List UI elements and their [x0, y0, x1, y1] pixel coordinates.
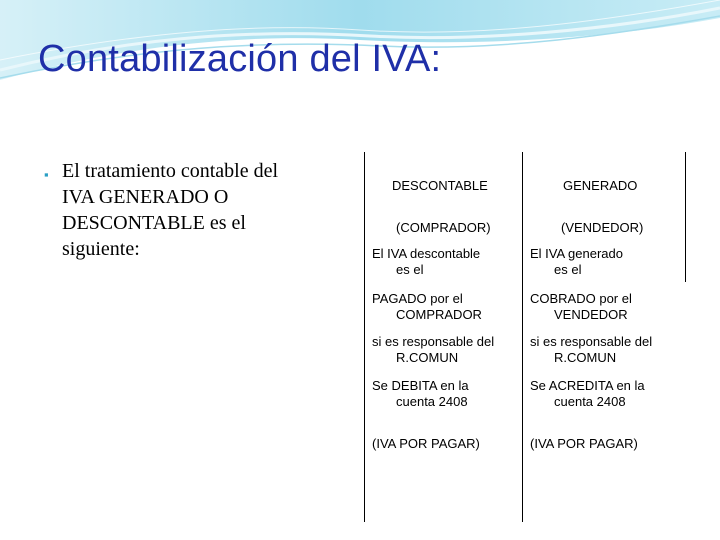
table-border-right	[685, 152, 686, 282]
table-cell: El IVA descontable es el	[372, 246, 481, 277]
table-cell: si es responsable del R.COMUN	[372, 334, 495, 365]
bullet-line: El tratamiento contable del	[62, 160, 279, 182]
table-column-divider	[522, 152, 523, 522]
table-cell: Se ACREDITA en la cuenta 2408	[530, 378, 645, 409]
table-cell: El IVA generado es el	[530, 246, 623, 277]
slide-title: Contabilización del IVA:	[38, 38, 442, 80]
bullet-line: IVA GENERADO O	[62, 186, 229, 208]
column-header-generado: GENERADO	[563, 178, 638, 193]
table-cell: PAGADO por el COMPRADOR	[372, 291, 482, 322]
table-border-left	[364, 152, 365, 522]
column-header-descontable: DESCONTABLE	[392, 178, 488, 193]
table-cell: si es responsable del R.COMUN	[530, 334, 653, 365]
table-cell: (IVA POR PAGAR)	[372, 436, 480, 451]
bullet-icon: ▪	[44, 167, 49, 182]
bullet-line: DESCONTABLE es el	[62, 212, 246, 234]
bullet-line: siguiente:	[62, 238, 140, 260]
table-cell: Se DEBITA en la cuenta 2408	[372, 378, 469, 409]
table-cell: COBRADO por el VENDEDOR	[530, 291, 632, 322]
column-subheader-vendedor: (VENDEDOR)	[561, 220, 644, 235]
column-subheader-comprador: (COMPRADOR)	[396, 220, 491, 235]
table-cell: (IVA POR PAGAR)	[530, 436, 638, 451]
bullet-paragraph	[44, 158, 344, 262]
